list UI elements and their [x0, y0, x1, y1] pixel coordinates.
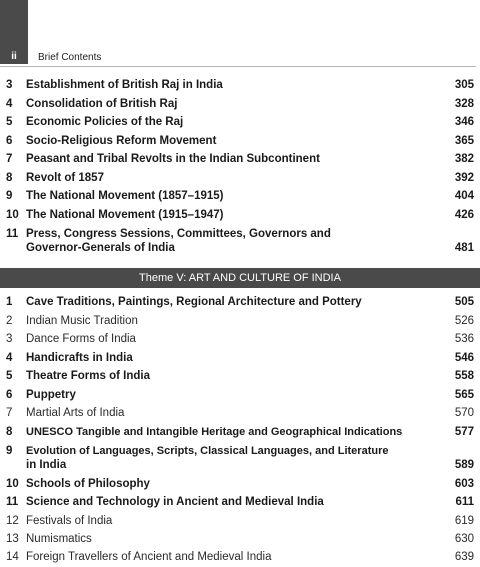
chapter-number: 5 [6, 370, 13, 382]
chapter-title: Consolidation of British Raj [26, 98, 178, 110]
chapter-number: 10 [6, 478, 19, 490]
chapter-title: The National Movement (1915–1947) [26, 209, 224, 221]
chapter-page: 526 [454, 315, 474, 327]
chapter-title-line1: Press, Congress Sessions, Committees, Governors and [26, 228, 331, 240]
chapter-title: Dance Forms of India [26, 333, 136, 345]
chapter-page: 365 [454, 135, 474, 147]
chapter-title: The National Movement (1857–1915) [26, 190, 224, 202]
chapter-title: Martial Arts of India [26, 407, 125, 419]
chapter-number: 2 [6, 315, 13, 327]
chapter-number: 8 [6, 426, 13, 438]
chapter-title-line2: in India [26, 459, 67, 471]
chapter-title: Economic Policies of the Raj [26, 116, 184, 128]
chapter-page: 589 [454, 459, 474, 471]
chapter-number: 5 [6, 116, 13, 128]
chapter-page: 603 [454, 478, 474, 490]
chapter-number: 9 [6, 190, 13, 202]
chapter-number: 7 [6, 153, 13, 165]
chapter-page: 630 [454, 533, 474, 545]
chapter-page: 546 [454, 352, 474, 364]
chapter-title: Schools of Philosophy [26, 478, 150, 490]
chapter-number: 6 [6, 389, 13, 401]
chapter-number: 9 [6, 445, 13, 457]
chapter-title: Cave Traditions, Paintings, Regional Architecture and Pottery [26, 296, 362, 308]
chapter-title: Revolt of 1857 [26, 172, 104, 184]
chapter-number: 3 [6, 79, 13, 91]
chapter-title: Establishment of British Raj in India [26, 79, 223, 91]
chapter-number: 10 [6, 209, 19, 221]
chapter-page: 577 [454, 426, 474, 438]
chapter-number: 4 [6, 98, 13, 110]
chapter-title: Numismatics [26, 533, 92, 545]
chapter-number: 13 [6, 533, 19, 545]
chapter-number: 7 [6, 407, 13, 419]
chapter-number: 11 [6, 496, 19, 508]
chapter-title: Peasant and Tribal Revolts in the Indian Subcontinent [26, 153, 320, 165]
chapter-page: 426 [454, 209, 474, 221]
chapter-title: Indian Music Tradition [26, 315, 138, 327]
chapter-title: Puppetry [26, 389, 76, 401]
chapter-title: Science and Technology in Ancient and Medieval India [26, 496, 324, 508]
chapter-page: 558 [454, 370, 474, 382]
chapter-title: Socio-Religious Reform Movement [26, 135, 217, 147]
chapter-number: 3 [6, 333, 13, 345]
chapter-title-line1: Evolution of Languages, Scripts, Classical Languages, and Literature [26, 445, 389, 457]
chapter-title: UNESCO Tangible and Intangible Heritage and Geographical Indications [26, 426, 403, 438]
chapter-page: 505 [454, 296, 474, 308]
chapter-page: 392 [454, 172, 474, 184]
chapter-number: 8 [6, 172, 13, 184]
chapter-title: Handicrafts in India [26, 352, 133, 364]
chapter-title: Theatre Forms of India [26, 370, 150, 382]
toc-row[interactable] [0, 444, 480, 476]
theme-title: Theme V: ART AND CULTURE OF INDIA [139, 272, 341, 284]
toc-row[interactable] [0, 227, 480, 259]
chapter-number: 4 [6, 352, 13, 364]
chapter-page: 565 [454, 389, 474, 401]
chapter-number: 12 [6, 515, 19, 527]
chapter-title-line2: Governor-Generals of India [26, 242, 175, 254]
theme-banner [0, 268, 480, 288]
chapter-page: 536 [454, 333, 474, 345]
chapter-number: 11 [6, 228, 19, 240]
chapter-page: 619 [454, 515, 474, 527]
chapter-page: 346 [454, 116, 474, 128]
chapter-page: 382 [454, 153, 474, 165]
chapter-number: 6 [6, 135, 13, 147]
chapter-page: 328 [454, 98, 474, 110]
chapter-page: 570 [454, 407, 474, 419]
chapter-page: 481 [454, 242, 474, 254]
page-number: ii [11, 51, 17, 62]
chapter-number: 1 [6, 296, 13, 308]
chapter-page: 404 [454, 190, 474, 202]
chapter-number: 14 [6, 551, 19, 563]
page-title: Brief Contents [38, 52, 102, 63]
header-divider [0, 66, 476, 67]
chapter-page: 611 [455, 496, 474, 508]
chapter-page: 639 [454, 551, 474, 563]
chapter-title: Festivals of India [26, 515, 113, 527]
chapter-page: 305 [454, 79, 474, 91]
chapter-title: Foreign Travellers of Ancient and Medieval India [26, 551, 272, 563]
